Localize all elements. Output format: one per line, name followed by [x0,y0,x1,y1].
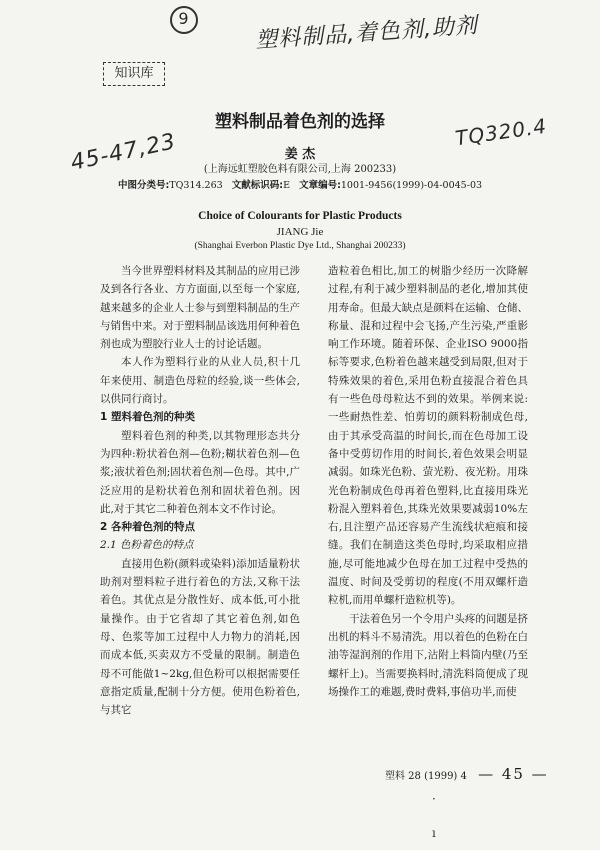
handwritten-class-note: TQ320.4 [453,113,549,151]
scan-speck: · [432,792,436,806]
english-author: JIANG Jie [276,226,324,238]
section-heading: 1 塑料着色剂的种类 [100,411,195,424]
section-heading: 2 各种着色剂的特点 [100,521,195,534]
paragraph: 本人作为塑料行业的从业人员,积十几年来使用、制造色母粒的经验,谈一些体会,以供同行商讨。 [100,356,300,406]
classification-line [0,177,600,191]
author-name: 姜 杰 [284,147,316,162]
knowledge-box-label: 知识库 [103,62,165,86]
article-id-label: 文章编号: [299,180,341,191]
page-title: 塑料制品着色剂的选择 [215,112,385,132]
paragraph: 塑料着色剂的种类,以其物理形态共分为四种:粉状着色剂—色粉;糊状着色剂—色浆;液状着色剂;固状着色剂—色母。其中,广泛应用的是粉状着色剂和固状着色剂。因此,对于其它二种着色剂本文不作讨论。 [100,429,300,515]
subsection-heading: 2.1 色粉着色的特点 [100,539,194,552]
paragraph: 干法着色另一个令用户头疼的问题是挤出机的料斗不易清洗。用以着色的色粉在白油等湿润剂的作用下,沾附上料筒内壁(乃至螺杆上)。当需要换料时,清洗料筒便成了现场操作工的难题,费时费料,事倍功半,而使 [328,612,528,698]
clc-label: 中图分类号: [117,180,170,191]
page-number: — 45 — [478,765,549,783]
english-title: Choice of Colourants for Plastic Products [198,210,402,222]
body-column-left [100,262,300,719]
circled-number-annotation: 9 [170,6,198,34]
paragraph: 造粒着色相比,加工的树脂少经历一次降解过程,有利于减少塑料制品的老化,增加其使用寿命。但最大缺点是颜料在运输、仓储、称量、混和过程中会飞扬,产生污染,严重影响工作环境。随着环保、企业ISO 9000指标等要求,色粉着色越来越受到局限,但对于特殊效果的着色,采用色粉直接混合着色具有一些色母母粒达不到的效果。举例来说:一些耐热性差、怕剪切的颜料粉制成色母,由于其承受高温的时间长,而在色母加工设备中受剪切作用的时间长,着色效果会明显减弱。如珠光色粉、萤光粉、夜光粉。用珠光色粉制成色母再着色塑料,比直接用珠光粉混入塑料着色,其珠光效果要减弱10%左右,且注塑产品还容易产生流线状疤痕和接缝。我们在制造这类色母时,均采取相应措施,尽可能地减少色母在加工过程中受热的温度、时间及受剪切的程度(不用双螺杆造粒机,而用单螺杆造粒机等)。 [328,265,528,607]
paragraph: 当今世界塑料材料及其制品的应用已涉及到各行各业、方方面面,以至每一个家庭,越来越多的企业人士参与到塑料制品的生产与销售中来。对于塑料制品该选用何种着色剂也成为塑胶行业人士的讨论话题。 [100,265,300,351]
scan-speck: ı [432,826,436,840]
clc-value: TQ314.263 [169,180,223,191]
author-affiliation: (上海远虹塑胶色料有限公司,上海 200233) [203,164,397,175]
doc-code-label: 文献标识码: [231,180,284,191]
article-id-value: 1001-9456(1999)-04-0045-03 [340,180,483,191]
journal-info: 塑料 28 (1999) 4 [385,771,467,782]
doc-code-value: E [283,180,291,191]
paragraph: 直接用色粉(颜料或染料)添加适量粉状助剂对塑料粒子进行着色的方法,又称干法着色。其优点是分散性好、成本低,可小批量操作。由于它省却了其它着色剂,如色母、色浆等加工过程中人力物力的消耗,因而成本低,买卖双方不受量的限制。制造色母不可能做1~2kg,但色粉可以根据需要任意指定质量,配制十分方便。使用色粉着色,与其它 [100,557,300,717]
handwritten-page-note: 45-47,23 [68,129,179,176]
english-affiliation: (Shanghai Everbon Plastic Dye Ltd., Shanghai 200233) [194,241,406,251]
page-footer [385,765,549,783]
handwritten-keywords: 塑料制品,着色剂,助剂 [254,13,479,54]
body-column-right [328,262,528,701]
